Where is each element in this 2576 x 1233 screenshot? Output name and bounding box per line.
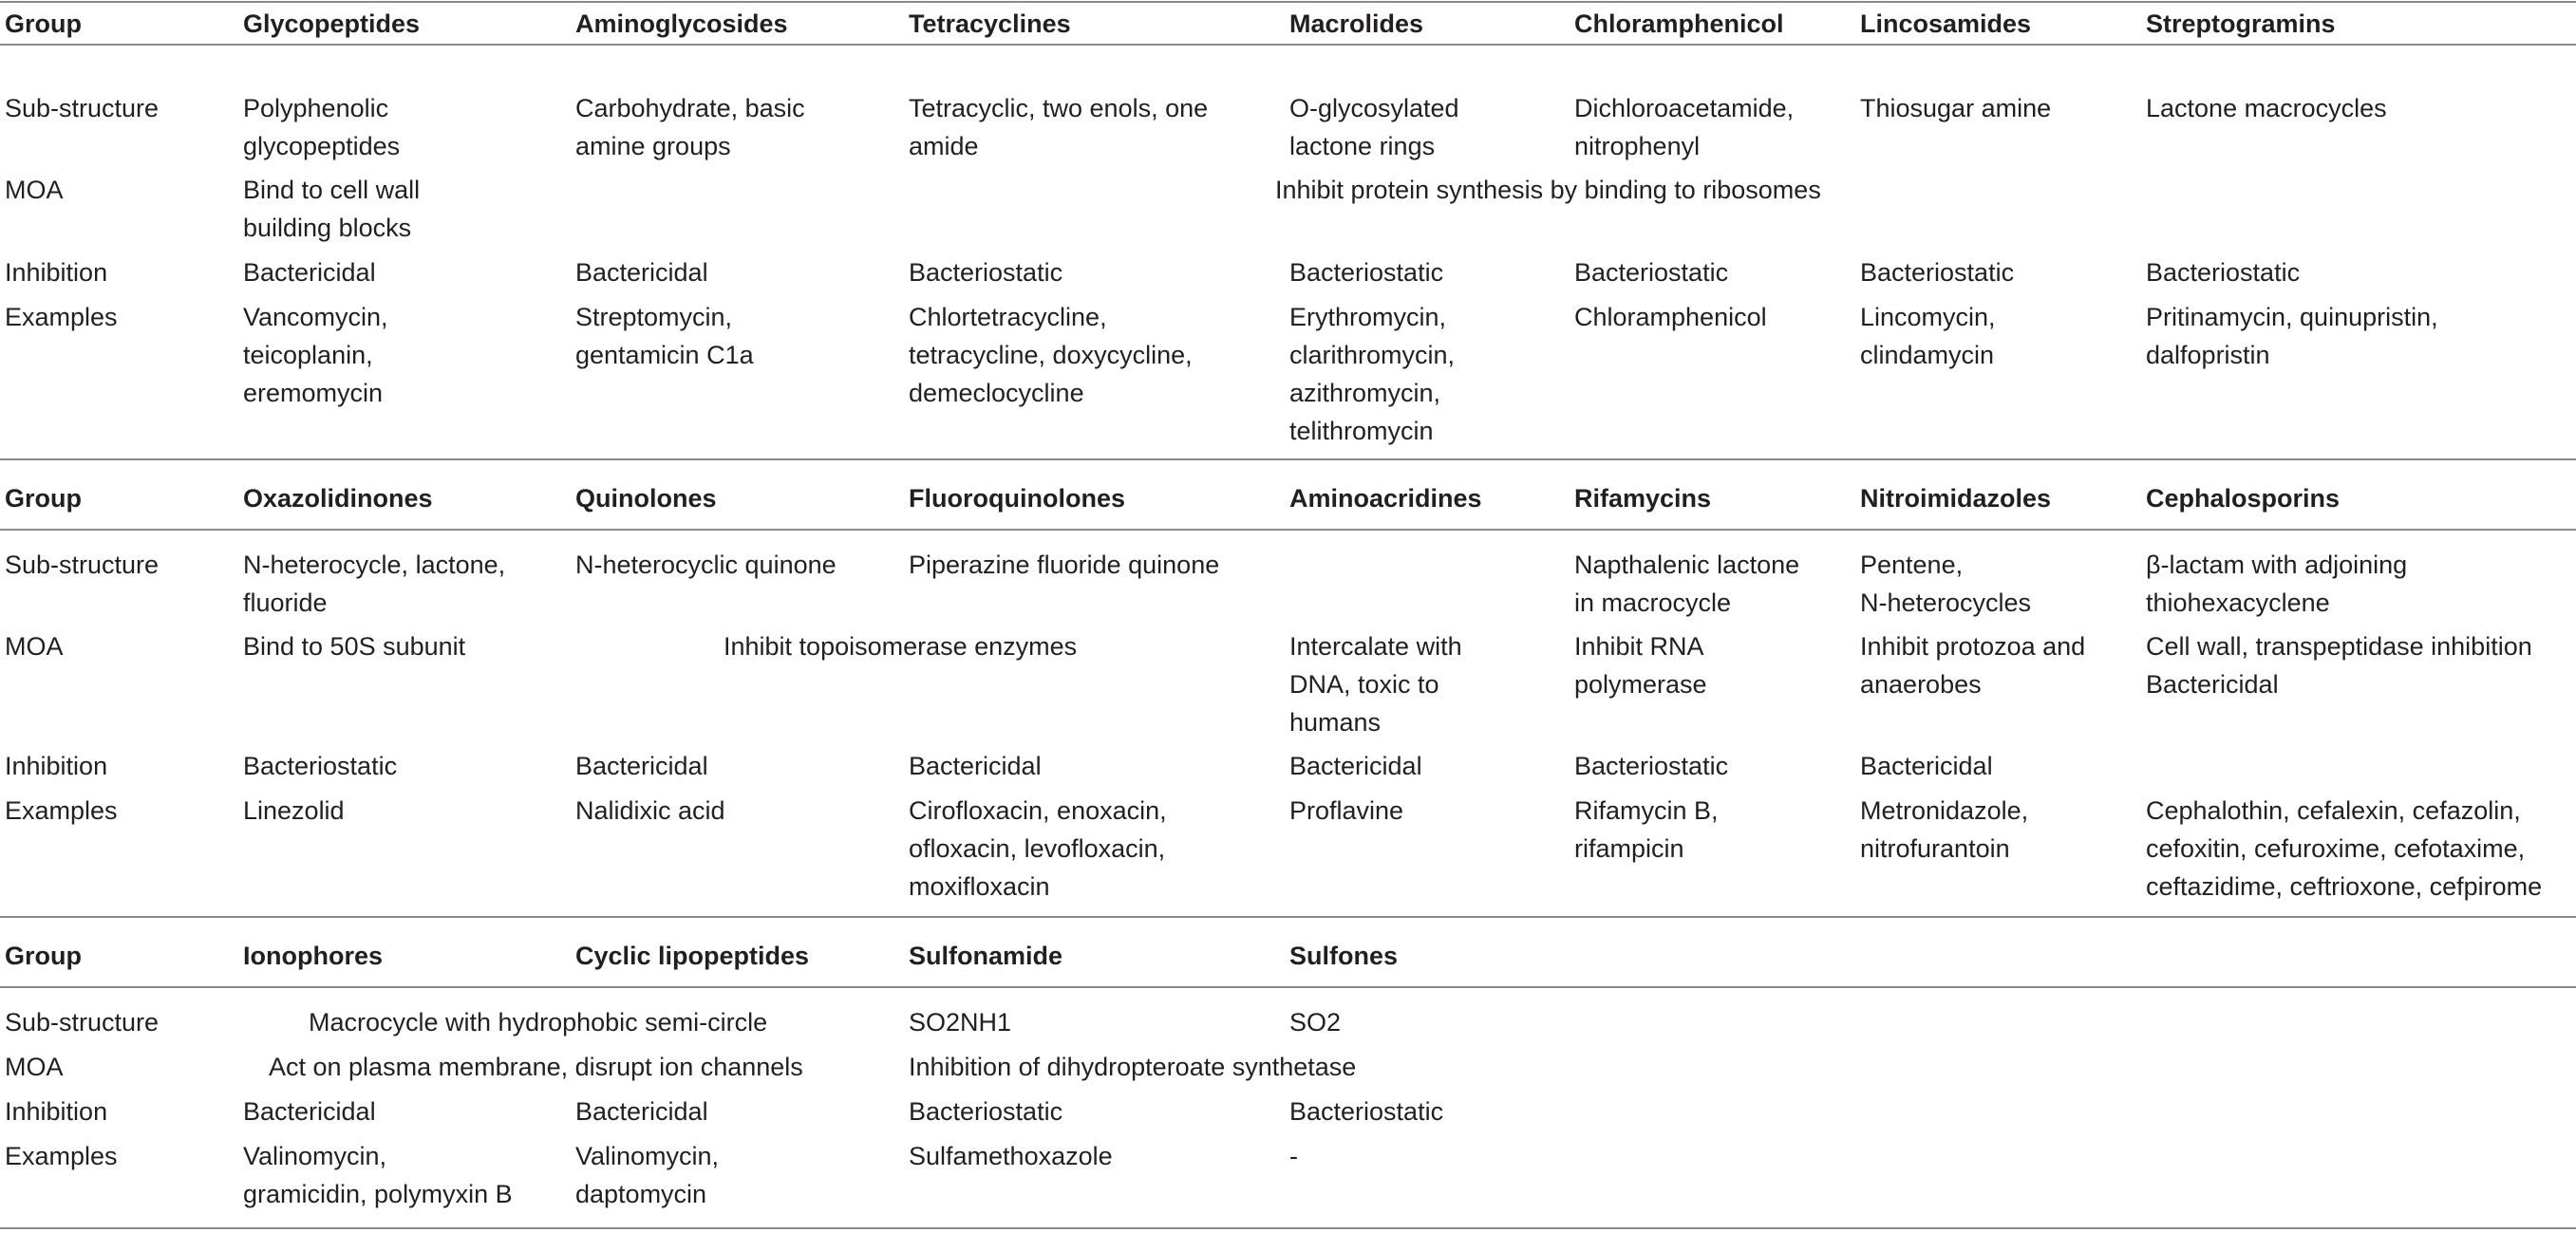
row-label: Sub-structure <box>5 94 160 122</box>
header-cell: Sulfonamide <box>909 942 1063 970</box>
table-cell: Carbohydrate, basic amine groups <box>575 94 805 160</box>
row-label: Examples <box>5 796 118 825</box>
header-cell: Streptogramins <box>2146 9 2336 38</box>
table-cell: Dichloroacetamide, nitrophenyl <box>1574 94 1795 160</box>
header-cell: Fluoroquinolones <box>909 484 1125 513</box>
header-cell: Group <box>5 484 82 513</box>
table-cell: Thiosugar amine <box>1860 94 2052 122</box>
row-label: Examples <box>5 1142 118 1170</box>
table-cell: N-heterocycle, lactone, fluoride <box>243 551 506 617</box>
header-cell: Group <box>5 9 82 38</box>
table-cell-spanning: Inhibit topoisomerase enzymes <box>724 632 1078 661</box>
header-cell: Aminoacridines <box>1289 484 1482 513</box>
table-cell: Erythromycin, clarithromycin, azithromycin, telithromycin <box>1289 303 1456 445</box>
table-cell: Cell wall, transpeptidase inhibition Bactericidal <box>2146 632 2532 699</box>
table-cell-spanning: Macrocycle with hydrophobic semi-circle <box>309 1008 768 1037</box>
table-cell: Bactericidal <box>575 1097 708 1126</box>
block-divider <box>0 916 2576 918</box>
table-cell: Sulfamethoxazole <box>909 1142 1113 1170</box>
table-cell: Bacteriostatic <box>243 752 398 780</box>
row-label: Inhibition <box>5 1097 108 1126</box>
table-cell: Valinomycin, gramicidin, polymyxin B <box>243 1142 513 1208</box>
row-label: Inhibition <box>5 258 108 287</box>
table-cell: Bacteriostatic <box>1860 258 2015 287</box>
table-cell: Lactone macrocycles <box>2146 94 2387 122</box>
header-cell: Ionophores <box>243 942 383 970</box>
table-cell: Bactericidal <box>575 752 708 780</box>
table-cell-spanning: Act on plasma membrane, disrupt ion channels <box>269 1053 803 1081</box>
table-cell: Intercalate with DNA, toxic to humans <box>1289 632 1462 737</box>
table-cell: Bacteriostatic <box>1574 258 1729 287</box>
table-cell: Linezolid <box>243 796 345 825</box>
row-label: MOA <box>5 1053 64 1081</box>
header-cell: Lincosamides <box>1860 9 2032 38</box>
table-cell: Bacteriostatic <box>909 258 1063 287</box>
table-cell: Streptomycin, gentamicin C1a <box>575 303 754 369</box>
table-rule-top <box>0 1 2576 3</box>
table-cell: SO2NH1 <box>909 1008 1012 1037</box>
table-cell: Rifamycin B, rifampicin <box>1574 796 1719 863</box>
table-cell: Valinomycin, daptomycin <box>575 1142 720 1208</box>
header-cell: Cephalosporins <box>2146 484 2341 513</box>
table-cell: β-lactam with adjoining thiohexacyclene <box>2146 551 2408 617</box>
header-rule <box>0 986 2576 988</box>
table-cell: Cirofloxacin, enoxacin, ofloxacin, levofloxacin, moxifloxacin <box>909 796 1167 901</box>
table-cell: Bactericidal <box>575 258 708 287</box>
row-label: MOA <box>5 176 64 204</box>
header-cell: Aminoglycosides <box>575 9 788 38</box>
header-cell: Rifamycins <box>1574 484 1712 513</box>
table-rule-bottom <box>0 1227 2576 1229</box>
header-cell: Quinolones <box>575 484 717 513</box>
table-cell: Inhibit protozoa and anaerobes <box>1860 632 2086 699</box>
table-cell: Inhibit RNA polymerase <box>1574 632 1707 699</box>
header-cell: Glycopeptides <box>243 9 421 38</box>
table-cell: Polyphenolic glycopeptides <box>243 94 401 160</box>
table-cell: Bind to cell wall building blocks <box>243 176 421 242</box>
table-cell: Napthalenic lactone in macrocycle <box>1574 551 1800 617</box>
table-cell: Piperazine fluoride quinone <box>909 551 1220 579</box>
header-cell: Chloramphenicol <box>1574 9 1784 38</box>
table-cell: Chloramphenicol <box>1574 303 1767 331</box>
table-cell: Bacteriostatic <box>2146 258 2301 287</box>
table-cell: Metronidazole, nitrofurantoin <box>1860 796 2029 863</box>
table-cell: O-glycosylated lactone rings <box>1289 94 1459 160</box>
table-cell: Tetracyclic, two enols, one amide <box>909 94 1209 160</box>
table-cell: Bacteriostatic <box>1289 1097 1444 1126</box>
header-cell: Nitroimidazoles <box>1860 484 2052 513</box>
table-cell: Pritinamycin, quinupristin, dalfopristin <box>2146 303 2438 369</box>
header-rule <box>0 529 2576 531</box>
header-cell: Group <box>5 942 82 970</box>
header-cell: Macrolides <box>1289 9 1424 38</box>
row-label: Sub-structure <box>5 1008 160 1037</box>
header-cell: Sulfones <box>1289 942 1399 970</box>
table-cell: SO2 <box>1289 1008 1342 1037</box>
table-cell: N-heterocyclic quinone <box>575 551 837 579</box>
table-cell: Bind to 50S subunit <box>243 632 466 661</box>
table-cell: Bacteriostatic <box>1289 258 1444 287</box>
table-cell: Bactericidal <box>909 752 1042 780</box>
table-cell: Bacteriostatic <box>909 1097 1063 1126</box>
header-cell: Oxazolidinones <box>243 484 433 513</box>
table-cell: Bactericidal <box>1860 752 1993 780</box>
table-cell: Nalidixic acid <box>575 796 725 825</box>
header-rule <box>0 44 2576 46</box>
table-cell: - <box>1289 1142 1298 1170</box>
table-cell-spanning: Inhibition of dihydropteroate synthetase <box>909 1053 1357 1081</box>
table-cell: Bactericidal <box>243 1097 376 1126</box>
table-cell: Vancomycin, teicoplanin, eremomycin <box>243 303 388 407</box>
row-label: Sub-structure <box>5 551 160 579</box>
table-cell: Pentene, N-heterocycles <box>1860 551 2032 617</box>
row-label: Inhibition <box>5 752 108 780</box>
block-divider <box>0 458 2576 460</box>
table-cell: Proflavine <box>1289 796 1404 825</box>
row-label: Examples <box>5 303 118 331</box>
header-cell: Cyclic lipopeptides <box>575 942 810 970</box>
table-cell-spanning: Inhibit protein synthesis by binding to ribosomes <box>1275 176 1821 204</box>
row-label: MOA <box>5 632 64 661</box>
header-cell: Tetracyclines <box>909 9 1071 38</box>
table-cell: Chlortetracycline, tetracycline, doxycycline, demeclocycline <box>909 303 1193 407</box>
table-cell: Bacteriostatic <box>1574 752 1729 780</box>
table-cell: Bactericidal <box>243 258 376 287</box>
table-cell: Lincomycin, clindamycin <box>1860 303 1996 369</box>
table-cell: Bactericidal <box>1289 752 1422 780</box>
table-cell: Cephalothin, cefalexin, cefazolin, cefoxitin, cefuroxime, cefotaxime, ceftazidime, ceftrioxone, cefpirome <box>2146 796 2543 901</box>
